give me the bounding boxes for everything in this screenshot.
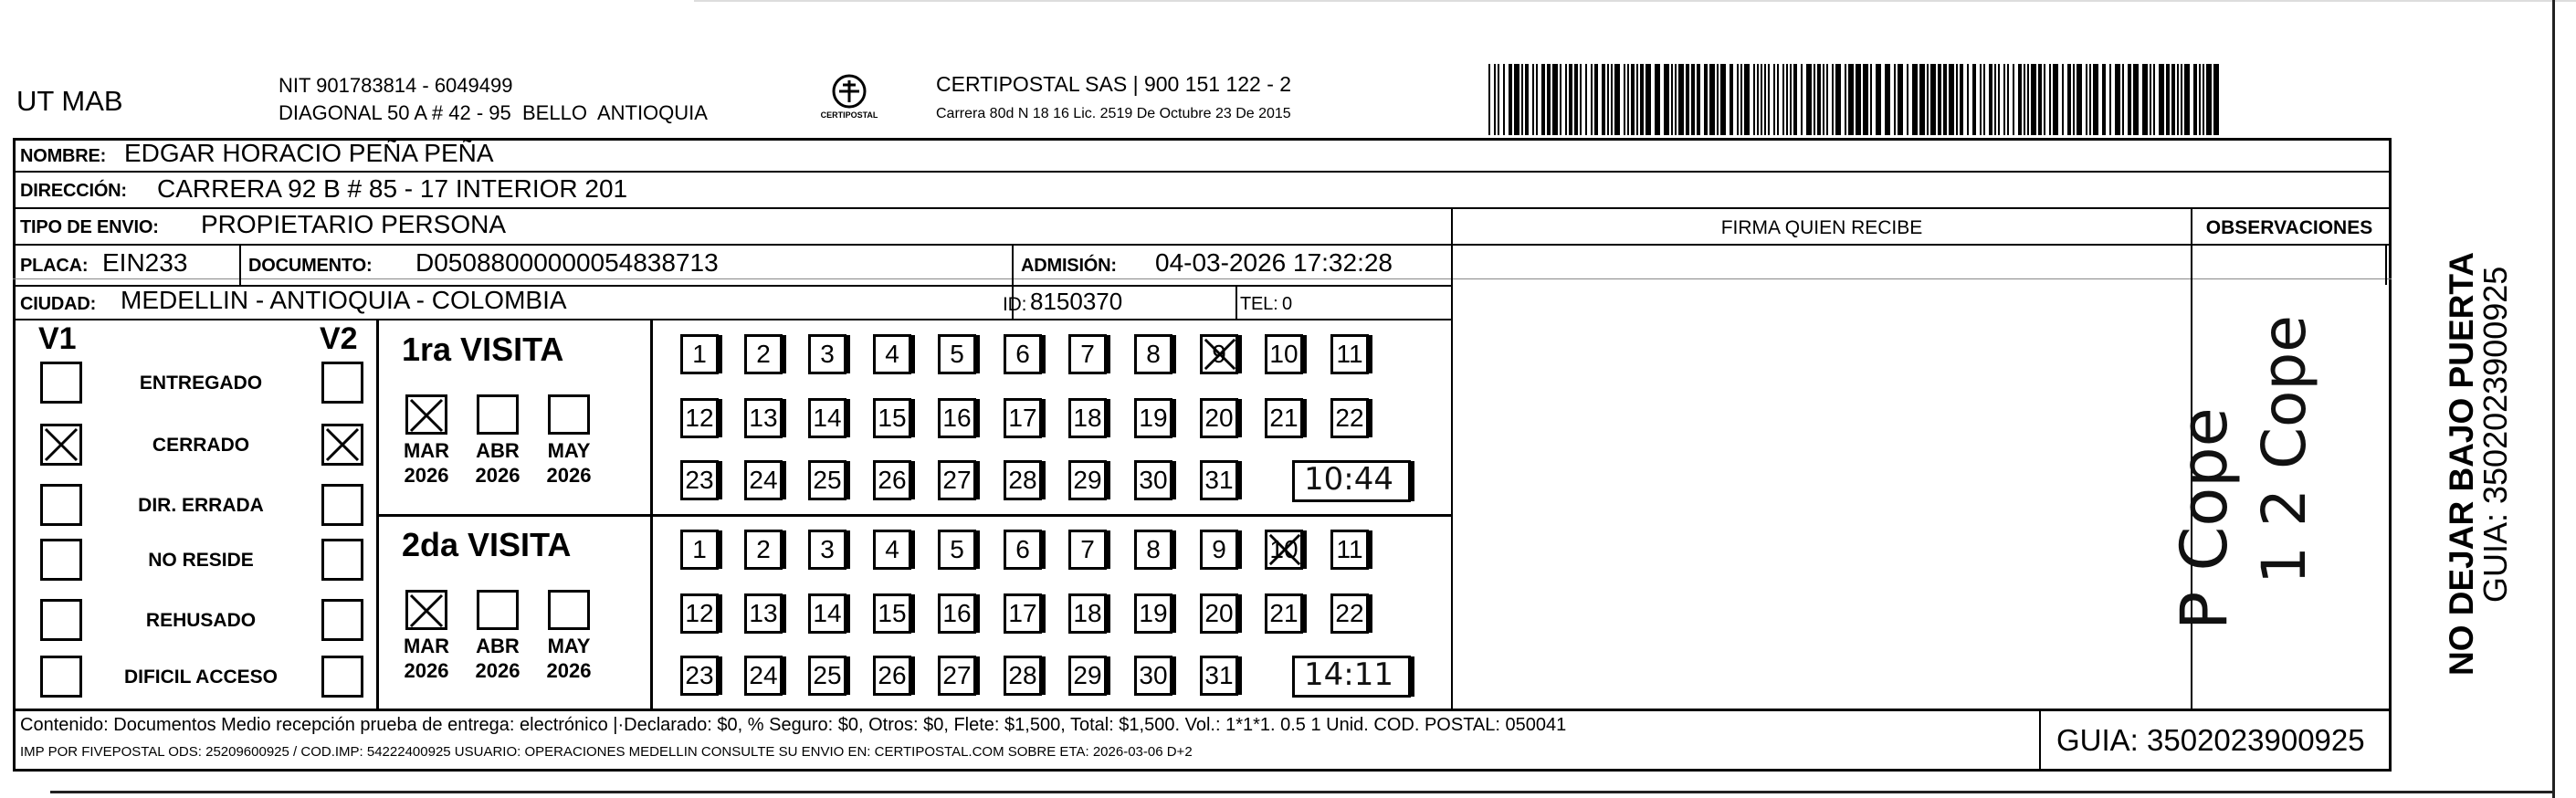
visit-time-box[interactable] [1292,460,1411,502]
day-box[interactable] [1004,334,1042,374]
day-number: 28 [1008,661,1037,689]
status-label: DIFICIL ACCESO [123,667,278,688]
day-box[interactable] [1330,398,1369,438]
month-label [537,438,601,488]
status-v2-checkbox[interactable] [321,484,363,526]
day-number: 19 [1139,404,1168,432]
day-box[interactable] [1265,398,1303,438]
day-number: 21 [1269,599,1299,627]
day-check-mark [1267,532,1302,576]
observation-note-2: 1 2 Cope [2249,315,2319,584]
day-number: 31 [1204,466,1234,494]
status-v1-checkbox[interactable] [40,539,82,581]
status-label: ENTREGADO [139,373,263,394]
day-number: 31 [1204,661,1234,689]
day-box[interactable] [1134,530,1172,570]
day-number: 3 [820,535,835,563]
day-box[interactable] [938,656,976,696]
day-number: 10 [1269,340,1299,368]
month-year: 2026 [546,659,592,682]
border-bottom [13,769,2392,772]
day-number: 27 [942,466,972,494]
day-box[interactable] [1200,334,1238,374]
nombre-label: NOMBRE: [20,146,107,166]
day-box[interactable] [1265,593,1303,634]
day-box[interactable] [1134,460,1172,500]
day-number: 15 [878,599,907,627]
certipostal-logo [808,71,890,126]
status-v1-checkbox[interactable] [40,599,82,641]
day-box[interactable] [744,593,783,634]
scan-edge-top [694,0,2576,2]
day-box[interactable] [680,398,719,438]
admision-label: ADMISIÓN: [1021,256,1117,276]
day-number: 6 [1015,535,1030,563]
day-box[interactable] [1004,530,1042,570]
day-number: 17 [1008,599,1037,627]
day-number: 1 [692,535,707,563]
day-box[interactable] [1004,398,1042,438]
day-number: 27 [942,661,972,689]
day-number: 2 [756,535,771,563]
month-label [537,634,601,683]
barcode [1488,64,2219,135]
status-v1-checkbox[interactable] [40,424,82,466]
day-box[interactable] [1330,530,1369,570]
day-box[interactable] [873,656,911,696]
col-sep-obs-right [2385,244,2387,285]
day-box[interactable] [808,593,846,634]
visit-time: 10:44 [1304,461,1393,498]
border-footer-top [13,709,2392,711]
observaciones-header: OBSERVACIONES [2205,217,2373,238]
day-number: 7 [1080,535,1095,563]
month-year: 2026 [475,659,520,682]
day-box[interactable] [1200,398,1238,438]
day-number: 18 [1073,404,1102,432]
tel-value: 0 [1282,294,1292,314]
day-box[interactable] [873,460,911,500]
day-box[interactable] [808,398,846,438]
nit-line: NIT 901783814 - 6049499 [279,74,513,97]
month-checkbox[interactable] [405,394,447,435]
status-v2-checkbox[interactable] [321,539,363,581]
row-sep-2 [13,207,2392,209]
row-sep-5 [13,319,1451,320]
scan-edge-right [2552,0,2555,798]
nombre-value: EDGAR HORACIO PEÑA PEÑA [124,139,494,167]
col-sep-firma [1451,207,1453,710]
direccion-label: DIRECCIÓN: [20,181,127,201]
day-number: 9 [1212,340,1226,368]
day-number: 11 [1336,340,1363,368]
day-number: 17 [1008,404,1037,432]
status-v1-checkbox[interactable] [40,656,82,698]
day-number: 24 [749,661,778,689]
day-box[interactable] [938,593,976,634]
day-number: 30 [1139,466,1168,494]
day-box[interactable] [1134,398,1172,438]
no-dejar-warning: NO DEJAR BAJO PUERTA [2443,252,2480,676]
visit-time: 14:11 [1304,656,1393,693]
day-box[interactable] [1068,398,1107,438]
day-number: 8 [1146,535,1161,563]
day-number: 24 [749,466,778,494]
ciudad-label: CIUDAD: [20,294,97,314]
logo-caption: CERTIPOSTAL [820,110,878,120]
day-number: 19 [1139,599,1168,627]
day-box[interactable] [1004,656,1042,696]
documento-label: DOCUMENTO: [248,256,373,276]
day-number: 23 [685,466,714,494]
day-box[interactable] [1200,530,1238,570]
day-box[interactable] [1068,530,1107,570]
day-box[interactable] [1200,593,1238,634]
day-number: 8 [1146,340,1161,368]
day-box[interactable] [680,530,719,570]
id-value: 8150370 [1030,288,1123,315]
day-box[interactable] [938,334,976,374]
day-number: 7 [1080,340,1095,368]
id-label: ID: [1003,294,1027,315]
day-number: 1 [692,340,707,368]
day-number: 4 [885,535,899,563]
side-guia: GUIA: 3502023900925 [2476,266,2514,603]
row-sep-1 [13,171,2392,173]
day-number: 29 [1073,466,1102,494]
day-number: 9 [1212,535,1226,563]
day-box[interactable] [680,460,719,500]
direccion-value: CARRERA 92 B # 85 - 17 INTERIOR 201 [157,174,628,203]
license-line: Carrera 80d N 18 16 Lic. 2519 De Octubre 23 De 2015 [936,106,1291,121]
month-name: ABR [476,635,520,657]
visit-title: 2da VISITA [402,526,572,563]
day-box[interactable] [1134,656,1172,696]
month-label [394,438,458,488]
footer-content-line: Contenido: Documentos Medio recepción prueba de entrega: electrónico |·Declarado: $0, % Seguro: $0, Otros: $0, Flete: $1,500, Total: $1,500. Vol.: 1*1*1. 0.5 1 Unid. COD. POSTAL: 050041 [20,715,1567,735]
month-checkbox[interactable] [405,590,447,630]
day-box[interactable] [873,334,911,374]
day-number: 6 [1015,340,1030,368]
day-box[interactable] [680,593,719,634]
day-box[interactable] [1265,334,1303,374]
day-box[interactable] [938,398,976,438]
placa-label: PLACA: [20,256,89,276]
status-v1-checkbox[interactable] [40,362,82,404]
day-box[interactable] [938,460,976,500]
day-number: 23 [685,661,714,689]
day-number: 3 [820,340,835,368]
day-box[interactable] [680,656,719,696]
admision-value: 04-03-2026 17:32:28 [1155,248,1393,277]
status-v2-checkbox[interactable] [321,424,363,466]
status-v2-checkbox[interactable] [321,656,363,698]
day-number: 12 [685,404,714,432]
day-number: 11 [1336,535,1363,563]
visit-time-box[interactable] [1292,656,1411,698]
brand-name: UT MAB [16,85,123,117]
day-box[interactable] [1134,593,1172,634]
day-box[interactable] [1265,530,1303,570]
month-label [466,634,530,683]
day-number: 21 [1269,404,1299,432]
month-year: 2026 [475,464,520,487]
day-number: 12 [685,599,714,627]
day-box[interactable] [873,593,911,634]
day-number: 13 [749,404,778,432]
footer-guia: GUIA: 3502023900925 [2056,723,2365,757]
day-box[interactable] [873,398,911,438]
status-v1-checkbox[interactable] [40,484,82,526]
status-label: REHUSADO [145,610,257,631]
status-v2-checkbox[interactable] [321,362,363,404]
day-number: 25 [813,661,842,689]
placa-value: EIN233 [102,248,188,277]
day-number: 15 [878,404,907,432]
month-label [394,634,458,683]
v2-header: V2 [320,321,358,356]
col-sep-tel [1235,285,1237,319]
day-box[interactable] [808,656,846,696]
observation-note-1: P Cope [2167,407,2242,630]
day-box[interactable] [1068,460,1107,500]
day-box[interactable] [1068,334,1107,374]
v1-header: V1 [38,321,77,356]
month-name: ABR [476,439,520,462]
footer-sep [2039,710,2041,771]
col-sep-placa [239,246,241,285]
border-right [2389,138,2392,772]
month-year: 2026 [404,464,449,487]
day-box[interactable] [1004,460,1042,500]
day-box[interactable] [808,460,846,500]
documento-value: D05088000000054838713 [415,248,719,277]
day-number: 13 [749,599,778,627]
day-check-mark [1203,337,1237,381]
row-sep-3 [13,244,2392,246]
observations-area[interactable] [2167,283,2386,708]
sender-address: DIAGONAL 50 A # 42 - 95 BELLO ANTIOQUIA [279,101,708,124]
day-box[interactable] [744,334,783,374]
day-number: 5 [950,340,964,368]
day-box[interactable] [808,334,846,374]
month-year: 2026 [404,659,449,682]
day-box[interactable] [808,530,846,570]
visit-row-sep [376,514,1451,517]
month-year: 2026 [546,464,592,487]
status-label: NO RESIDE [148,550,254,571]
footer-print-line: IMP POR FIVEPOSTAL ODS: 25209600925 / COD.IMP: 54222400925 USUARIO: OPERACIONES MEDELLIN CONSULTE SU ENVIO EN: CERTIPOSTAL.COM SOBRE ETA: 2026-03-06 D+2 [20,744,1193,760]
day-number: 20 [1204,404,1234,432]
day-number: 26 [878,466,907,494]
day-number: 25 [813,466,842,494]
day-number: 16 [942,599,972,627]
status-v2-checkbox[interactable] [321,599,363,641]
day-box[interactable] [744,530,783,570]
tipo-envio-label: TIPO DE ENVIO: [20,217,159,237]
day-box[interactable] [744,398,783,438]
ciudad-value: MEDELLIN - ANTIOQUIA - COLOMBIA [121,286,567,314]
day-number: 18 [1073,599,1102,627]
day-number: 20 [1204,599,1234,627]
day-box[interactable] [1330,593,1369,634]
day-box[interactable] [680,334,719,374]
day-box[interactable] [938,530,976,570]
day-number: 16 [942,404,972,432]
month-name: MAR [403,439,450,462]
visit-title: 1ra VISITA [402,331,564,368]
day-number: 22 [1335,404,1364,432]
day-number: 26 [878,661,907,689]
day-number: 28 [1008,466,1037,494]
scan-edge-bottom [50,791,2552,793]
day-number: 30 [1139,661,1168,689]
day-box[interactable] [1200,460,1238,500]
month-checkbox[interactable] [477,590,519,630]
day-box[interactable] [1004,593,1042,634]
month-name: MAY [547,439,591,462]
day-number: 14 [813,404,842,432]
day-number: 29 [1073,661,1102,689]
day-box[interactable] [1330,334,1369,374]
month-name: MAY [547,635,591,657]
day-number: 14 [813,599,842,627]
tipo-envio-value: PROPIETARIO PERSONA [201,210,506,238]
status-label: DIR. ERRADA [138,495,264,516]
day-number: 2 [756,340,771,368]
day-box[interactable] [1068,593,1107,634]
signature-area[interactable] [1455,247,2189,708]
day-box[interactable] [1134,334,1172,374]
day-number: 4 [885,340,899,368]
border-left [13,138,16,772]
month-checkbox[interactable] [548,394,590,435]
month-checkbox[interactable] [548,590,590,630]
month-name: MAR [403,635,450,657]
day-number: 22 [1335,599,1364,627]
day-number: 10 [1269,535,1299,563]
day-box[interactable] [1068,656,1107,696]
tel-label: TEL: [1240,294,1278,314]
month-checkbox[interactable] [477,394,519,435]
day-number: 5 [950,535,964,563]
month-label [466,438,530,488]
company-line: CERTIPOSTAL SAS | 900 151 122 - 2 [936,72,1292,96]
firma-header: FIRMA QUIEN RECIBE [1720,217,1923,238]
day-box[interactable] [744,460,783,500]
day-box[interactable] [1200,656,1238,696]
status-label: CERRADO [152,435,250,456]
day-box[interactable] [873,530,911,570]
day-box[interactable] [744,656,783,696]
